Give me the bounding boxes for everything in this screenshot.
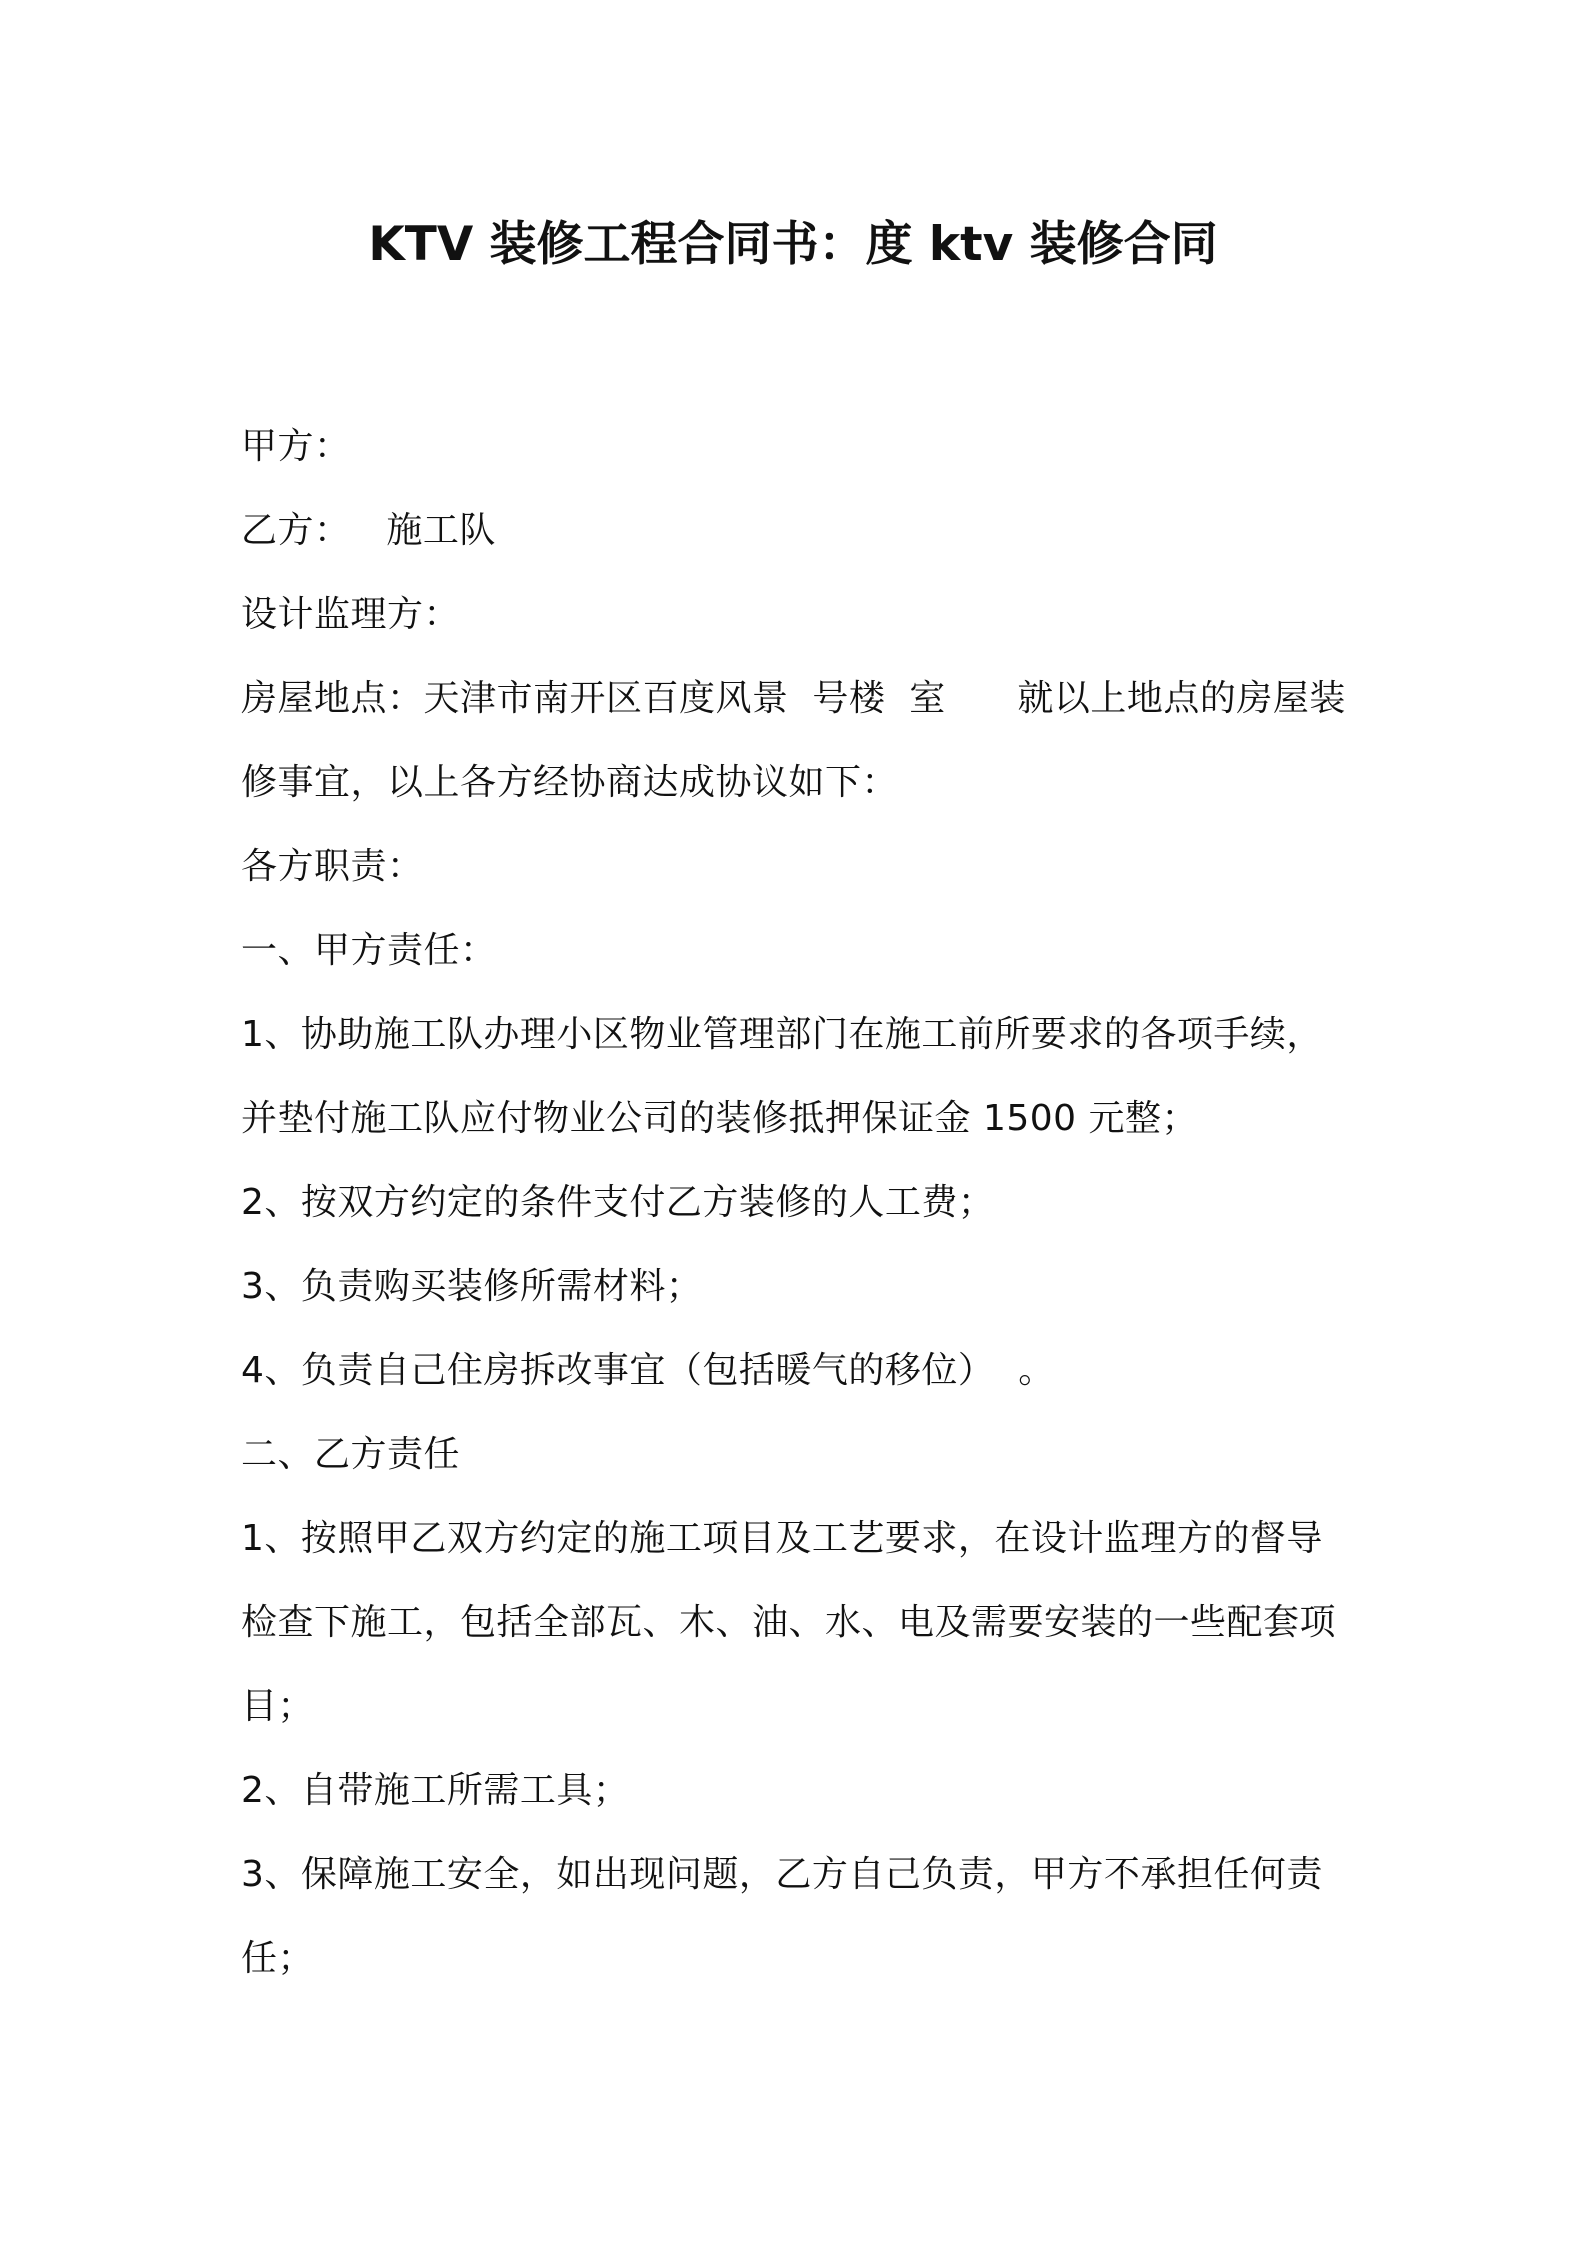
- party-b-item-1-line-1: 1、按照甲乙双方约定的施工项目及工艺要求，在设计监理方的督导: [241, 1518, 1323, 1559]
- responsibilities-heading: 各方职责：: [241, 846, 424, 887]
- party-a-item-4: 4、负责自己住房拆改事宜（包括暖气的移位） 。: [241, 1350, 1055, 1391]
- document-title: KTV 装修工程合同书：度 ktv 装修合同: [368, 217, 1218, 272]
- party-b-item-3-line-1: 3、保障施工安全，如出现问题，乙方自己负责，甲方不承担任何责: [241, 1854, 1323, 1895]
- location-line: 房屋地点：天津市南开区百度风景 号楼 室 就以上地点的房屋装: [241, 678, 1346, 719]
- party-b-item-1-line-3: 目；: [241, 1686, 315, 1727]
- party-a-responsibility-heading: 一、甲方责任：: [241, 930, 497, 971]
- party-a-item-1-line-2: 并垫付施工队应付物业公司的装修抵押保证金 1500 元整；: [241, 1098, 1199, 1139]
- party-a-item-1-line-1: 1、协助施工队办理小区物业管理部门在施工前所要求的各项手续，: [241, 1014, 1323, 1055]
- document-body: [241, 405, 1361, 2001]
- party-b-item-2: 2、自带施工所需工具；: [241, 1770, 630, 1811]
- agreement-line: 修事宜，以上各方经协商达成协议如下：: [241, 762, 899, 803]
- party-b-item-1-line-2: 检查下施工，包括全部瓦、木、油、水、电及需要安装的一些配套项: [241, 1602, 1337, 1643]
- party-a-line: 甲方：: [241, 426, 351, 467]
- party-b-responsibility-heading: 二、乙方责任: [241, 1434, 461, 1475]
- party-b-item-3-line-2: 任；: [241, 1938, 315, 1979]
- party-a-item-3: 3、负责购买装修所需材料；: [241, 1266, 703, 1307]
- party-b-line: 乙方： 施工队: [241, 510, 496, 551]
- design-supervisor-line: 设计监理方：: [241, 594, 461, 635]
- party-a-item-2: 2、按双方约定的条件支付乙方装修的人工费；: [241, 1182, 995, 1223]
